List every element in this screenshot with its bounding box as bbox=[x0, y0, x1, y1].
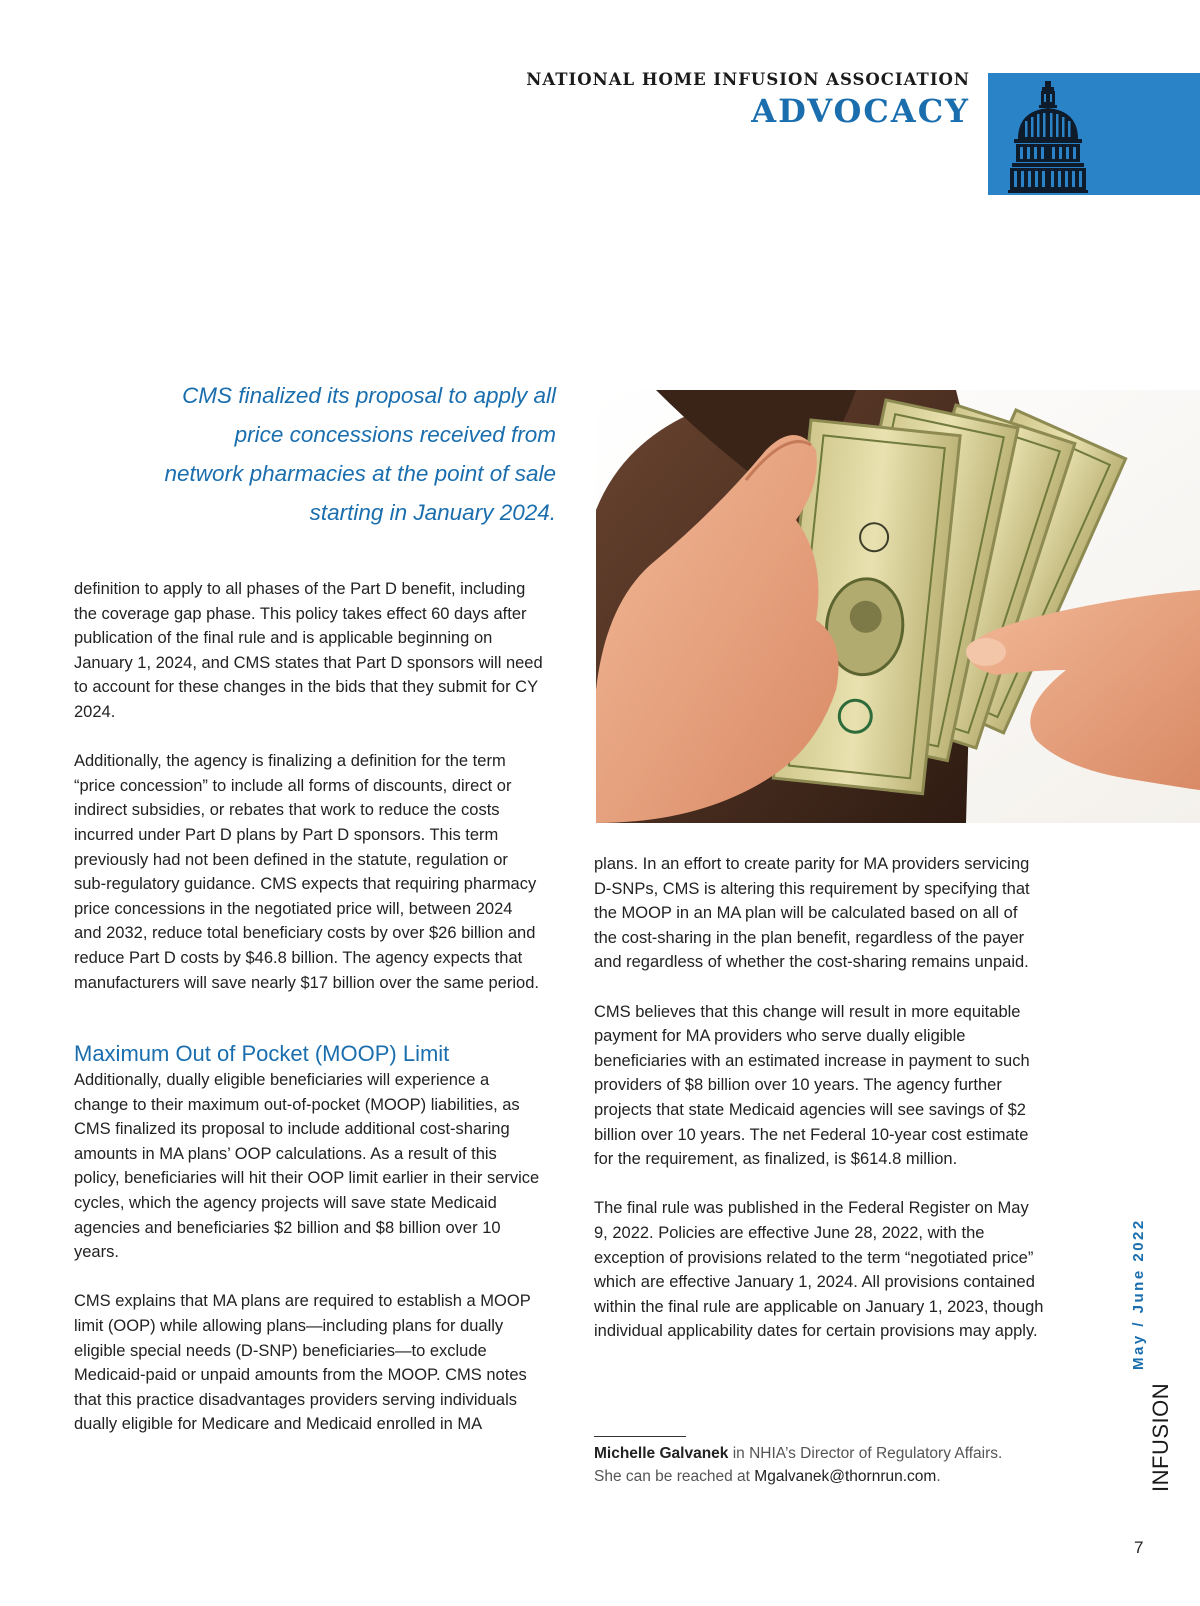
body-paragraph: CMS explains that MA plans are required to establish a MOOP limit (OOP) while allowing plans—including plans for dually eligible special needs (D-SNP) beneficiaries—to exclude Medicaid-paid or unpaid amounts from the MOOP. CMS notes that this practice disadvantages providers serving individuals dually eligible for Medicare and Medicaid enrolled in MA bbox=[74, 1292, 531, 1434]
author-bio bbox=[594, 1442, 1074, 1488]
body-paragraph: plans. In an effort to create parity for MA providers servicing D-SNPs, CMS is altering this requirement by specifying that the MOOP in an MA plan will be calculated based on all of the cost-sharing in the plan benefit, regardless of the payer and regardless of whether the cost-sharing remains unpaid. bbox=[594, 855, 1030, 972]
hands-wallet-dollar-bills-photo bbox=[596, 390, 1200, 823]
wallet-photo bbox=[596, 390, 1200, 823]
section-badge bbox=[988, 73, 1200, 195]
author-name: Michelle Galvanek bbox=[594, 1445, 729, 1462]
author-title: in NHIA’s Director of Regulatory Affairs. bbox=[728, 1445, 1003, 1462]
capitol-dome-icon bbox=[1006, 81, 1090, 193]
author-contact-prefix: She can be reached at bbox=[594, 1468, 755, 1485]
pull-quote: CMS finalized its proposal to apply all price concessions received from network pharmacies at the point of sale starting in January 2024. bbox=[164, 383, 556, 525]
body-paragraph: definition to apply to all phases of the Part D benefit, including the coverage gap phase. This policy takes effect 60 days after publication of the final rule and is applicable beginning on January 1, 2024, and CMS states that Part D sponsors will need to account for these changes in the bids that they submit for CY 2024. bbox=[74, 580, 543, 721]
author-email-link[interactable]: Mgalvanek@thornrun.com bbox=[754, 1468, 937, 1485]
body-column-left-bottom bbox=[74, 1040, 544, 1437]
organization-name: NATIONAL HOME INFUSION ASSOCIATION bbox=[526, 70, 970, 89]
moop-heading: Maximum Out of Pocket (MOOP) Limit bbox=[74, 1041, 450, 1066]
issue-date: May / June 2022 bbox=[1130, 1218, 1147, 1370]
section-title: ADVOCACY bbox=[751, 92, 970, 130]
body-paragraph: Additionally, dually eligible beneficiaries will experience a change to their maximum out-of-pocket (MOOP) liabilities, as CMS finalized its proposal to include additional cost-sharing amounts in MA plans’ OOP calculations. As a result of this policy, beneficiaries will hit their OOP limit earlier in their service cycles, which the agency projects will save state Medicaid agencies and beneficiaries $2 billion and $8 billion over 10 years. bbox=[74, 1071, 540, 1262]
bio-divider bbox=[594, 1436, 686, 1437]
body-paragraph: The final rule was published in the Federal Register on May 9, 2022. Policies are effective June 28, 2022, with the exception of provisions related to the term “negotiated price” which are effective January 1, 2024. All provisions contained within the final rule are applicable on January 1, 2023, though individual applicability dates for certain provisions may apply. bbox=[594, 1199, 1044, 1341]
body-column-right bbox=[594, 852, 1044, 1344]
author-contact-suffix: . bbox=[936, 1468, 941, 1485]
body-paragraph: Additionally, the agency is finalizing a definition for the term “price concession” to include all forms of discounts, direct or indirect subsidies, or rebates that work to reduce the costs incurred under Part D plans by Part D sponsors. This term previously had not been defined in the statute, regulation or sub-regulatory guidance. CMS expects that requiring pharmacy price concessions in the negotiated price will, between 2024 and 2032, reduce total beneficiary costs by over $26 billion and reduce Part D costs by $46.8 billion. The agency expects that manufacturers will save nearly $17 billion over the same period. bbox=[74, 752, 539, 992]
magazine-logo: INFUSION bbox=[1148, 1382, 1173, 1492]
body-column-left-top bbox=[74, 577, 544, 995]
body-paragraph: CMS believes that this change will result in more equitable payment for MA providers who serve dually eligible beneficiaries with an estimated increase in payment to such providers of $8 billion over 10 years. The agency further projects that state Medicaid agencies will see savings of $2 billion over 10 years. The net Federal 10-year cost estimate for the requirement, as finalized, is $614.8 million. bbox=[594, 1002, 1030, 1169]
page-number: 7 bbox=[1134, 1538, 1144, 1557]
